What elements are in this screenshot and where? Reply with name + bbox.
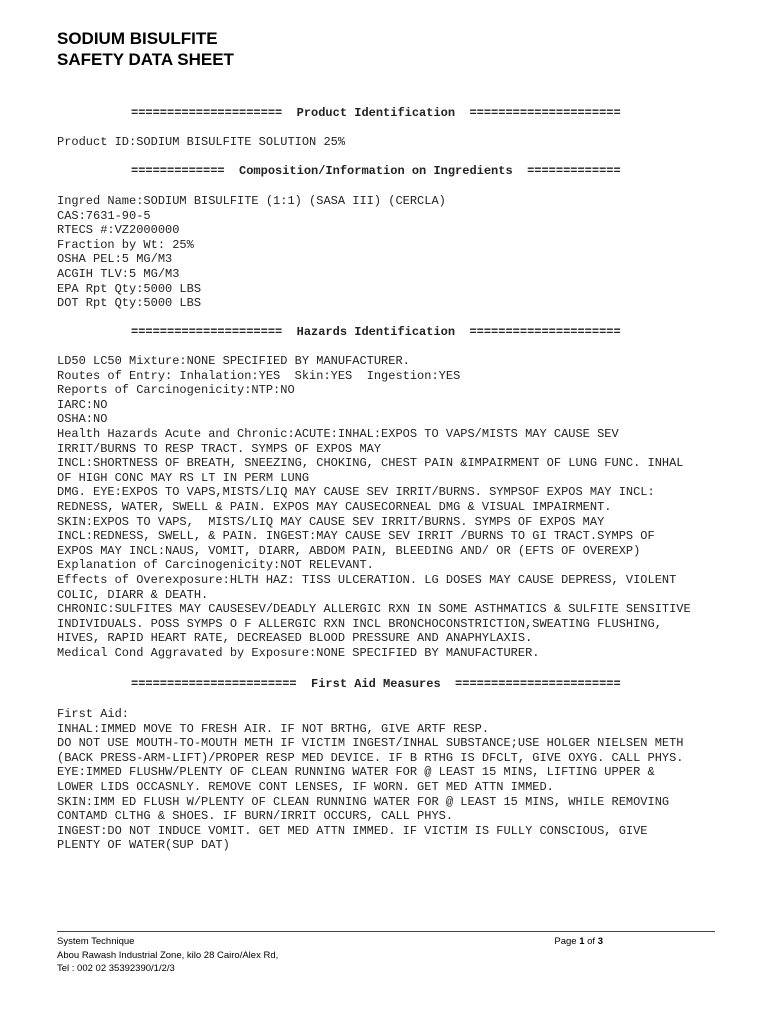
document-title (57, 28, 234, 70)
text-line: Routes of Entry: Inhalation:YES Skin:YES Ingestion:YES (57, 368, 461, 383)
section-header-hazards: ===================== Hazards Identification ===================== (131, 325, 621, 339)
text-line: IARC:NO (57, 397, 108, 412)
page-number (554, 935, 603, 949)
product-id-line: Product ID:SODIUM BISULFITE SOLUTION 25% (57, 135, 346, 149)
text-line: LOWER LIDS OCCASNLY. REMOVE CONT LENSES, IF WORN. GET MED ATTN IMMED. (57, 779, 554, 794)
text-line: SKIN:IMM ED FLUSH W/PLENTY OF CLEAN RUNNING WATER FOR @ LEAST 15 MINS, WHILE REMOVING (57, 794, 670, 809)
text-line: ACGIH TLV:5 MG/M3 (57, 266, 180, 281)
text-line: Reports of Carcinogenicity:NTP:NO (57, 383, 295, 398)
page-of: of (584, 936, 598, 947)
text-line: DO NOT USE MOUTH-TO-MOUTH METH IF VICTIM INGEST/INHAL SUBSTANCE;USE HOLGER NIELSEN METH (57, 736, 684, 751)
text-line: CHRONIC:SULFITES MAY CAUSESEV/DEADLY ALLERGIC RXN IN SOME ASTHMATICS & SULFITE SENSITIVE (57, 602, 691, 617)
section-header-product-identification: ===================== Product Identification ===================== (131, 106, 621, 120)
text-line: OSHA:NO (57, 412, 108, 427)
footer-address: Abou Rawash Industrial Zone, kilo 28 Cairo/Alex Rd, (57, 949, 279, 961)
text-line: INGEST:DO NOT INDUCE VOMIT. GET MED ATTN IMMED. IF VICTIM IS FULLY CONSCIOUS, GIVE (57, 823, 648, 838)
text-line: DMG. EYE:EXPOS TO VAPS,MISTS/LIQ MAY CAUSE SEV IRRIT/BURNS. SYMPSOF EXPOS MAY INCL: (57, 485, 655, 500)
title-line-1: SODIUM BISULFITE (57, 29, 218, 48)
text-line: First Aid: (57, 707, 130, 721)
text-line: (BACK PRESS-ARM-LIFT)/PROPER RESP MED DEVICE. IF B RTHG IS DFCLT, GIVE OXYG. CALL PHYS. (57, 750, 684, 765)
text-line: INCL:REDNESS, SWELL, & PAIN. INGEST:MAY CAUSE SEV IRRIT /BURNS TO GI TRACT.SYMPS OF (57, 529, 655, 544)
text-line: EPA Rpt Qty:5000 LBS (57, 281, 202, 296)
text-line: Fraction by Wt: 25% (57, 237, 194, 252)
text-line: CONTAMD CLTHG & SHOES. IF BURN/IRRIT OCCURS, CALL PHYS. (57, 809, 454, 824)
footer-tel: Tel : 002 02 35392390/1/2/3 (57, 963, 175, 974)
text-line: Explanation of Carcinogenicity:NOT RELEVANT. (57, 558, 374, 573)
text-line: INDIVIDUALS. POSS SYMPS O F ALLERGIC RXN INCL BRONCHOCONSTRICTION,SWEATING FLUSHING, (57, 616, 662, 631)
text-line: Ingred Name:SODIUM BISULFITE (1:1) (SASA III) (CERCLA) (57, 194, 446, 208)
text-line: SKIN:EXPOS TO VAPS, MISTS/LIQ MAY CAUSE SEV IRRIT/BURNS. SYMPS OF EXPOS MAY (57, 514, 605, 529)
text-line: Medical Cond Aggravated by Exposure:NONE SPECIFIED BY MANUFACTURER. (57, 645, 540, 660)
first-aid-block (57, 707, 684, 853)
text-line: Effects of Overexposure:HLTH HAZ: TISS ULCERATION. LG DOSES MAY CAUSE DEPRESS, VIOLENT (57, 572, 677, 587)
text-line: Health Hazards Acute and Chronic:ACUTE:INHAL:EXPOS TO VAPS/MISTS MAY CAUSE SEV (57, 426, 619, 441)
text-line: INCL:SHORTNESS OF BREATH, SNEEZING, CHOKING, CHEST PAIN &IMPAIRMENT OF LUNG FUNC. INHAL (57, 456, 684, 471)
text-line: RTECS #:VZ2000000 (57, 223, 180, 238)
text-line: DOT Rpt Qty:5000 LBS (57, 296, 202, 311)
footer-company: System Technique (57, 936, 135, 947)
page-current: 1 (579, 936, 585, 947)
text-line: HIVES, RAPID HEART RATE, DECREASED BLOOD PRESSURE AND ANAPHYLAXIS. (57, 631, 533, 646)
text-line: EYE:IMMED FLUSHW/PLENTY OF CLEAN RUNNING WATER FOR @ LEAST 15 MINS, LIFTING UPPER & (57, 765, 655, 780)
text-line: EXPOS MAY INCL:NAUS, VOMIT, DIARR, ABDOM PAIN, BLEEDING AND/ OR (EFTS OF OVEREXP) (57, 543, 641, 558)
text-line: CAS:7631-90-5 (57, 208, 151, 223)
page-prefix: Page (554, 936, 580, 947)
hazards-block (57, 354, 691, 660)
page-footer (57, 935, 715, 976)
text-line: REDNESS, WATER, SWELL & PAIN. EXPOS MAY CAUSECORNEAL DMG & VISUAL IMPAIRMENT. (57, 499, 612, 514)
page-total: 3 (597, 936, 603, 947)
text-line: INHAL:IMMED MOVE TO FRESH AIR. IF NOT BRTHG, GIVE ARTF RESP. (57, 721, 490, 736)
section-header-composition: ============= Composition/Information on Ingredients ============= (131, 164, 621, 178)
text-line: IRRIT/BURNS TO RESP TRACT. SYMPS OF EXPOS MAY (57, 441, 382, 456)
text-line: COLIC, DIARR & DEATH. (57, 587, 209, 602)
text-line: LD50 LC50 Mixture:NONE SPECIFIED BY MANUFACTURER. (57, 354, 410, 368)
text-line: PLENTY OF WATER(SUP DAT) (57, 838, 230, 853)
text-line: OSHA PEL:5 MG/M3 (57, 252, 173, 267)
composition-block (57, 194, 446, 311)
footer-divider (57, 931, 715, 932)
title-line-2: SAFETY DATA SHEET (57, 50, 234, 69)
section-header-first-aid: ======================= First Aid Measures ======================= (131, 677, 621, 691)
text-line: OF HIGH CONC MAY RS LT IN PERM LUNG (57, 470, 310, 485)
